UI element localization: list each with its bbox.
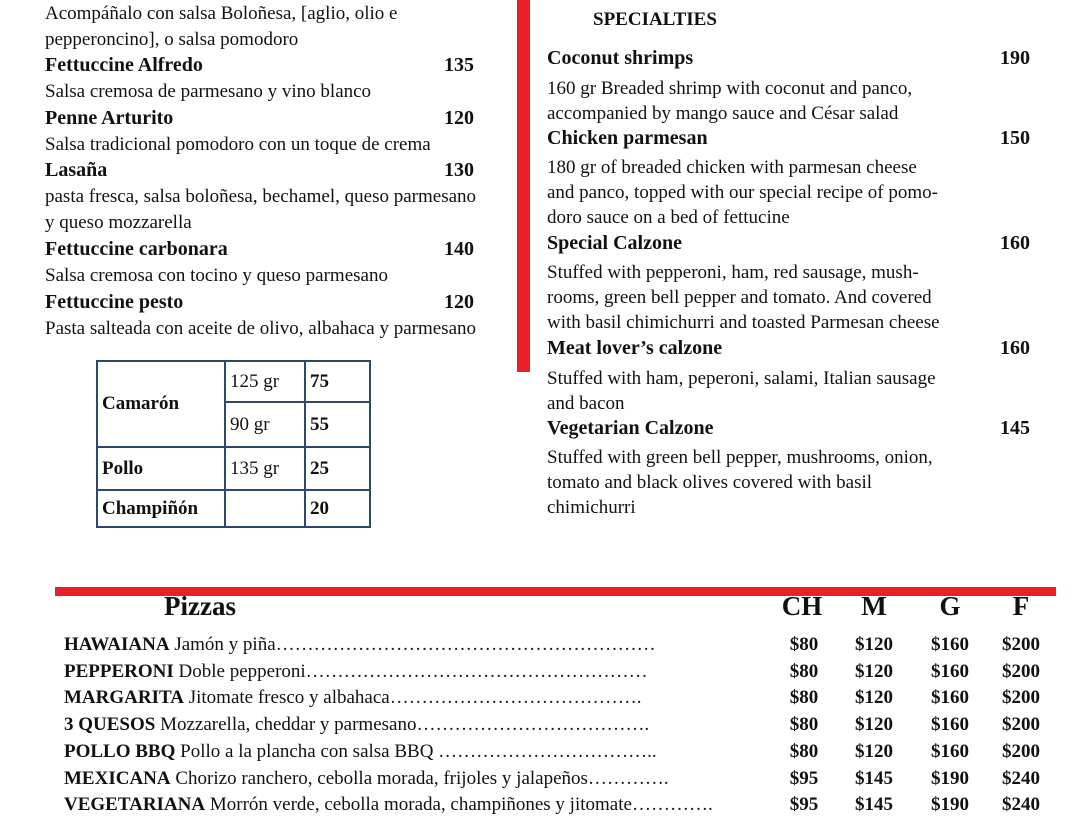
menu-item-name: Lasaña [45, 159, 108, 181]
pizza-price-m: $120 [855, 714, 893, 735]
pizza-price-g: $160 [931, 687, 969, 708]
menu-item-price: 120 [444, 107, 474, 129]
menu-item-description: Salsa cremosa de parmesano y vino blanco [45, 81, 372, 102]
menu-item-description: and bacon [547, 393, 625, 414]
menu-item-price: 150 [1000, 127, 1030, 149]
menu-item-price: 130 [444, 159, 474, 181]
protein-price: 25 [305, 447, 370, 490]
menu-item-description: 180 gr of breaded chicken with parmesan cheese [547, 157, 917, 178]
pizza-price-f: $240 [1002, 794, 1040, 815]
pizza-description: Doble pepperoni……………………………………………… [173, 661, 648, 682]
menu-item-description: Salsa tradicional pomodoro con un toque de crema [45, 134, 431, 155]
protein-name: Pollo [97, 447, 225, 490]
menu-item-price: 190 [1000, 47, 1030, 69]
menu-item-description: with basil chimichurri and toasted Parmesan cheese [547, 312, 940, 333]
pizza-description: Jitomate fresco y albahaca…………………………………. [183, 687, 642, 708]
protein-weight-empty [225, 490, 305, 527]
pizza-row [64, 741, 1054, 768]
pizza-price-ch: $95 [789, 794, 819, 815]
menu-item-name: Penne Arturito [45, 107, 174, 129]
pizza-description: Pollo a la plancha con salsa BBQ …………………………….. [175, 741, 657, 762]
menu-item-name: Meat lover’s calzone [547, 337, 723, 359]
menu-item-description: 160 gr Breaded shrimp with coconut and panco, [547, 78, 913, 99]
pizza-row [64, 661, 1054, 688]
size-header-f: F [1012, 591, 1030, 621]
menu-item-name: Fettuccine Alfredo [45, 54, 203, 76]
protein-name: Camarón [97, 361, 225, 447]
pizza-price-m: $145 [855, 768, 893, 789]
pizza-price-f: $200 [1002, 634, 1040, 655]
protein-price: 75 [305, 361, 370, 402]
menu-item-description: y queso mozzarella [45, 212, 192, 233]
pizza-name: HAWAIANA [64, 634, 170, 655]
menu-item-description: accompanied by mango sauce and César salad [547, 103, 899, 124]
pizza-price-ch: $80 [789, 687, 819, 708]
pizza-price-ch: $80 [789, 661, 819, 682]
pizza-price-ch: $95 [789, 768, 819, 789]
menu-item-price: 120 [444, 291, 474, 313]
pizza-row [64, 768, 1054, 795]
pizza-price-ch: $80 [789, 714, 819, 735]
pizza-price-m: $145 [855, 794, 893, 815]
size-header-g: G [939, 591, 961, 621]
pizza-price-m: $120 [855, 687, 893, 708]
pizza-price-m: $120 [855, 661, 893, 682]
pizza-price-g: $190 [931, 794, 969, 815]
pizza-description: Morrón verde, cebolla morada, champiñones y jitomate…………. [205, 794, 713, 815]
pizza-name: MARGARITA [64, 687, 184, 708]
menu-item-description: Stuffed with green bell pepper, mushrooms, onion, [547, 447, 933, 468]
menu-item-description: chimichurri [547, 497, 636, 518]
pizza-price-f: $200 [1002, 714, 1040, 735]
menu-item-price: 145 [1000, 417, 1030, 439]
menu-item-name: Chicken parmesan [547, 127, 708, 149]
menu-item-name: Fettuccine pesto [45, 291, 184, 313]
pizza-description: Jamón y piña…………………………………………………… [169, 634, 656, 655]
menu-item-description: Stuffed with ham, peperoni, salami, Italian sausage [547, 368, 936, 389]
menu-item-description: tomato and black olives covered with basil [547, 472, 873, 493]
pizza-price-f: $240 [1002, 768, 1040, 789]
size-header-ch: CH [781, 591, 823, 621]
pizza-description: Chorizo ranchero, cebolla morada, frijoles y jalapeños…………. [170, 768, 669, 789]
pizza-price-g: $160 [931, 661, 969, 682]
menu-item-description: Salsa cremosa con tocino y queso parmesano [45, 265, 388, 286]
protein-weight: 135 gr [225, 447, 305, 490]
menu-item-price: 160 [1000, 337, 1030, 359]
pizza-row [64, 687, 1054, 714]
pizza-price-ch: $80 [789, 634, 819, 655]
protein-weight: 125 gr [225, 361, 305, 402]
menu-item-price: 135 [444, 54, 474, 76]
pizza-name: PEPPERONI [64, 661, 174, 682]
protein-name: Champiñón [97, 490, 225, 527]
protein-price: 20 [305, 490, 370, 527]
menu-item-description: doro sauce on a bed of fettucine [547, 207, 790, 228]
pizza-name: MEXICANA [64, 768, 171, 789]
protein-price-table [96, 360, 371, 528]
pasta-intro-line1: Acompáñalo con salsa Boloñesa, [aglio, olio e [45, 3, 398, 24]
pizza-price-f: $200 [1002, 687, 1040, 708]
pizza-row [64, 714, 1054, 741]
protein-price: 55 [305, 402, 370, 447]
pizza-description: Mozzarella, cheddar y parmesano………………………………. [155, 714, 650, 735]
pizza-price-g: $190 [931, 768, 969, 789]
specialties-heading: SPECIALTIES [593, 9, 717, 30]
pizza-price-g: $160 [931, 741, 969, 762]
menu-item-description: rooms, green bell pepper and tomato. And covered [547, 287, 932, 308]
pizza-price-f: $200 [1002, 661, 1040, 682]
menu-item-name: Fettuccine carbonara [45, 238, 228, 260]
pizza-price-g: $160 [931, 634, 969, 655]
pizza-name: VEGETARIANA [64, 794, 206, 815]
pizza-price-m: $120 [855, 634, 893, 655]
menu-item-name: Coconut shrimps [547, 47, 694, 69]
menu-item-name: Special Calzone [547, 232, 682, 254]
pizza-name: POLLO BBQ [64, 741, 176, 762]
menu-item-description: and panco, topped with our special recipe of pomo- [547, 182, 938, 203]
pizza-name: 3 QUESOS [64, 714, 156, 735]
menu-item-price: 160 [1000, 232, 1030, 254]
menu-item-description: pasta fresca, salsa boloñesa, bechamel, queso parmesano [45, 186, 477, 207]
menu-item-description: Pasta salteada con aceite de olivo, albahaca y parmesano [45, 318, 476, 339]
pasta-intro-line2: pepperoncino], o salsa pomodoro [45, 29, 299, 50]
pizza-row [64, 634, 1054, 661]
menu-item-price: 140 [444, 238, 474, 260]
pizzas-heading: Pizzas [164, 591, 236, 621]
pizza-price-f: $200 [1002, 741, 1040, 762]
pizza-price-m: $120 [855, 741, 893, 762]
menu-item-name: Vegetarian Calzone [547, 417, 714, 439]
vertical-red-divider [517, 0, 530, 372]
menu-item-description: Stuffed with pepperoni, ham, red sausage, mush- [547, 262, 919, 283]
pizza-price-g: $160 [931, 714, 969, 735]
pizza-price-ch: $80 [789, 741, 819, 762]
protein-weight: 90 gr [225, 402, 305, 447]
size-header-m: M [861, 591, 887, 621]
